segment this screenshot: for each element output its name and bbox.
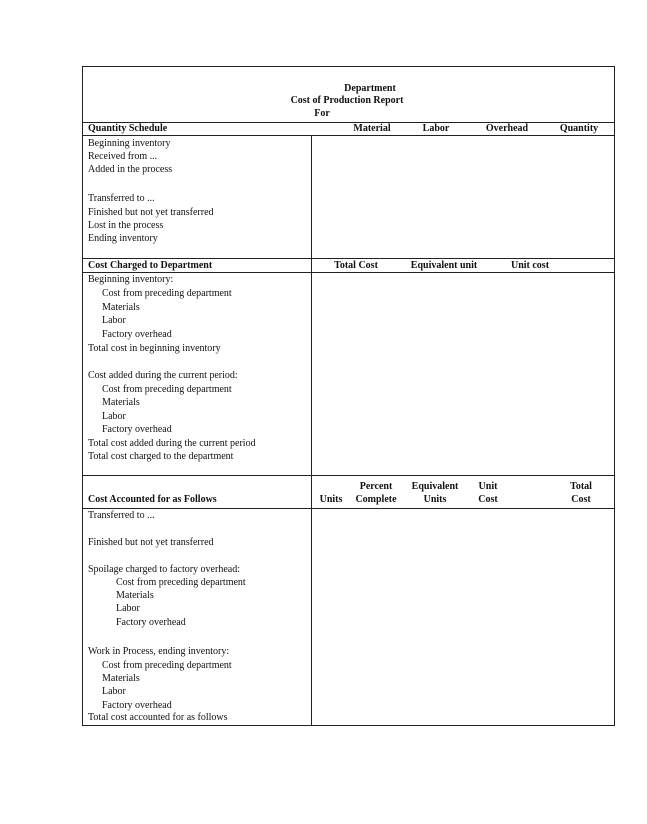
row-label: Labor xyxy=(102,411,126,422)
column-header-labor: Labor xyxy=(422,123,450,134)
section-rule xyxy=(82,135,615,136)
row-label: Cost from preceding department xyxy=(102,384,232,395)
row-label: Beginning inventory xyxy=(88,138,171,149)
row-label: Labor xyxy=(102,686,126,697)
row-label: Labor xyxy=(116,603,140,614)
row-label: Factory overhead xyxy=(102,329,172,340)
row-label: Cost from preceding department xyxy=(116,577,246,588)
column-header-equivalent-units: Units xyxy=(423,494,447,505)
row-label: Transferred to ... xyxy=(88,510,155,521)
row-label: Lost in the process xyxy=(88,220,164,231)
section-rule xyxy=(82,508,615,509)
section-rule xyxy=(82,272,615,273)
row-label: Materials xyxy=(116,590,154,601)
column-header-material: Material xyxy=(353,123,391,134)
column-header-total-cost: Total Cost xyxy=(334,260,378,271)
column-divider xyxy=(311,135,312,726)
row-label: Labor xyxy=(102,315,126,326)
row-label: Beginning inventory: xyxy=(88,274,174,285)
report-period: For xyxy=(314,108,330,119)
row-label: Total cost charged to the department xyxy=(88,451,234,462)
quantity-schedule-title: Quantity Schedule xyxy=(88,123,168,134)
row-label: Factory overhead xyxy=(102,700,172,711)
row-label: Factory overhead xyxy=(116,617,186,628)
row-label: Materials xyxy=(102,302,140,313)
row-label: Finished but not yet transferred xyxy=(88,537,214,548)
row-label: Finished but not yet transferred xyxy=(88,207,214,218)
row-label: Materials xyxy=(102,397,140,408)
row-label: Transferred to ... xyxy=(88,193,155,204)
column-header-units: Units xyxy=(319,494,343,505)
department-heading: Department xyxy=(344,83,396,94)
column-header-overhead: Overhead xyxy=(485,123,529,134)
row-label: Spoilage charged to factory overhead: xyxy=(88,564,240,575)
row-label: Total cost in beginning inventory xyxy=(88,343,221,354)
row-label: Ending inventory xyxy=(88,233,158,244)
column-header-equivalent: Equivalent xyxy=(411,481,459,492)
column-header-total-cost-2: Cost xyxy=(571,494,591,505)
row-label: Total cost added during the current period xyxy=(88,438,256,449)
column-header-complete: Complete xyxy=(355,494,397,505)
column-header-total: Total xyxy=(570,481,592,492)
column-header-unit-cost: Unit cost xyxy=(510,260,550,271)
row-label: Total cost accounted for as follows xyxy=(88,712,228,723)
column-header-unit: Unit xyxy=(478,481,498,492)
row-label: Work in Process, ending inventory: xyxy=(88,646,230,657)
row-label: Added in the process xyxy=(88,164,173,175)
cost-accounted-title: Cost Accounted for as Follows xyxy=(88,494,217,505)
section-rule xyxy=(82,475,615,476)
row-label: Received from ... xyxy=(88,151,158,162)
row-label: Factory overhead xyxy=(102,424,172,435)
row-label: Materials xyxy=(102,673,140,684)
section-rule xyxy=(82,258,615,259)
column-header-unit-cost-2: Cost xyxy=(478,494,498,505)
column-header-quantity: Quantity xyxy=(559,123,599,134)
column-header-percent: Percent xyxy=(359,481,393,492)
row-label: Cost added during the current period: xyxy=(88,370,238,381)
cost-charged-title: Cost Charged to Department xyxy=(88,260,213,271)
column-header-equivalent-unit: Equivalent unit xyxy=(410,260,478,271)
row-label: Cost from preceding department xyxy=(102,288,232,299)
report-title: Cost of Production Report xyxy=(290,95,404,106)
row-label: Cost from preceding department xyxy=(102,660,232,671)
